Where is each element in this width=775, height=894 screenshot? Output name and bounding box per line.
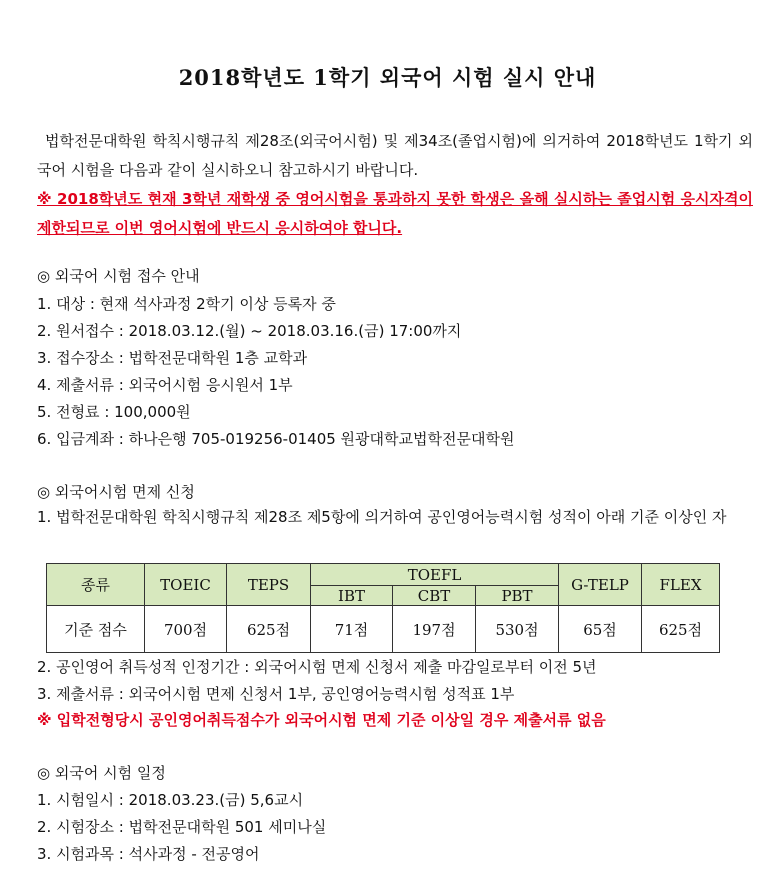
col-toeic: TOEIC [145,564,227,606]
exemption-item-3: 3. 제출서류 : 외국어시험 면제 신청서 1부, 공인영어능력시험 성적표 1부 [37,685,515,703]
registration-item: 4. 제출서류 : 외국어시험 응시원서 1부 [37,376,293,394]
exemption-item-2: 2. 공인영어 취득성적 인정기간 : 외국어시험 면제 신청서 제출 마감일로부터 이전 5년 [37,658,597,676]
page-title: 2018학년도 1학기 외국어 시험 실시 안내 [178,65,597,90]
col-toefl-pbt: PBT [476,586,559,606]
registration-item: 3. 접수장소 : 법학전문대학원 1층 교학과 [37,349,308,367]
row-label: 기준 점수 [47,606,145,653]
exemption-item-1: 1. 법학전문대학원 학칙시행규칙 제28조 제5항에 의거하여 공인영어능력시험 성적이 아래 기준 이상인 자 [37,508,727,526]
schedule-item: 2. 시험장소 : 법학전문대학원 501 세미나실 [37,818,327,836]
score-flex: 625점 [642,606,720,653]
intro-warning [37,185,753,243]
score-toefl-ibt: 71점 [311,606,393,653]
intro-warning-text: ※ 2018학년도 현재 3학년 재학생 중 영어시험을 통과하지 못한 학생은 올해 실시하는 졸업시험 응시자격이 제한되므로 이번 영어시험에 반드시 응시하여야 합니다. [37,190,753,237]
registration-item: 1. 대상 : 현재 석사과정 2학기 이상 등록자 중 [37,295,336,313]
exemption-heading: ◎ 외국어시험 면제 신청 [37,483,195,501]
registration-item: 2. 원서접수 : 2018.03.12.(월) ~ 2018.03.16.(금) 17:00까지 [37,322,462,340]
schedule-item: 3. 시험과목 : 석사과정 - 전공영어 [37,845,260,863]
schedule-item: 1. 시험일시 : 2018.03.23.(금) 5,6교시 [37,791,304,809]
registration-item: 5. 전형료 : 100,000원 [37,403,191,421]
col-flex: FLEX [642,564,720,606]
schedule-heading: ◎ 외국어 시험 일정 [37,764,166,782]
col-type: 종류 [47,564,145,606]
col-toefl: TOEFL [311,564,559,586]
exemption-warning: ※ 입학전형당시 공인영어취득점수가 외국어시험 면제 기준 이상일 경우 제출서류 없음 [37,711,606,729]
col-toefl-ibt: IBT [311,586,393,606]
col-gtelp: G-TELP [559,564,642,606]
score-toefl-cbt: 197점 [393,606,476,653]
registration-heading: ◎ 외국어 시험 접수 안내 [37,267,200,285]
intro-paragraph: 법학전문대학원 학칙시행규칙 제28조(외국어시험) 및 제34조(졸업시험)에 의거하여 2018학년도 1학기 외국어 시험을 다음과 같이 실시하오니 참고하시기 바랍니다. [37,132,753,179]
registration-item: 6. 입금계좌 : 하나은행 705-019256-01405 원광대학교법학전문대학원 [37,430,515,448]
score-teps: 625점 [227,606,311,653]
score-requirement-table [46,563,720,653]
col-toefl-cbt: CBT [393,586,476,606]
score-gtelp: 65점 [559,606,642,653]
score-toefl-pbt: 530점 [476,606,559,653]
col-teps: TEPS [227,564,311,606]
score-toeic: 700점 [145,606,227,653]
